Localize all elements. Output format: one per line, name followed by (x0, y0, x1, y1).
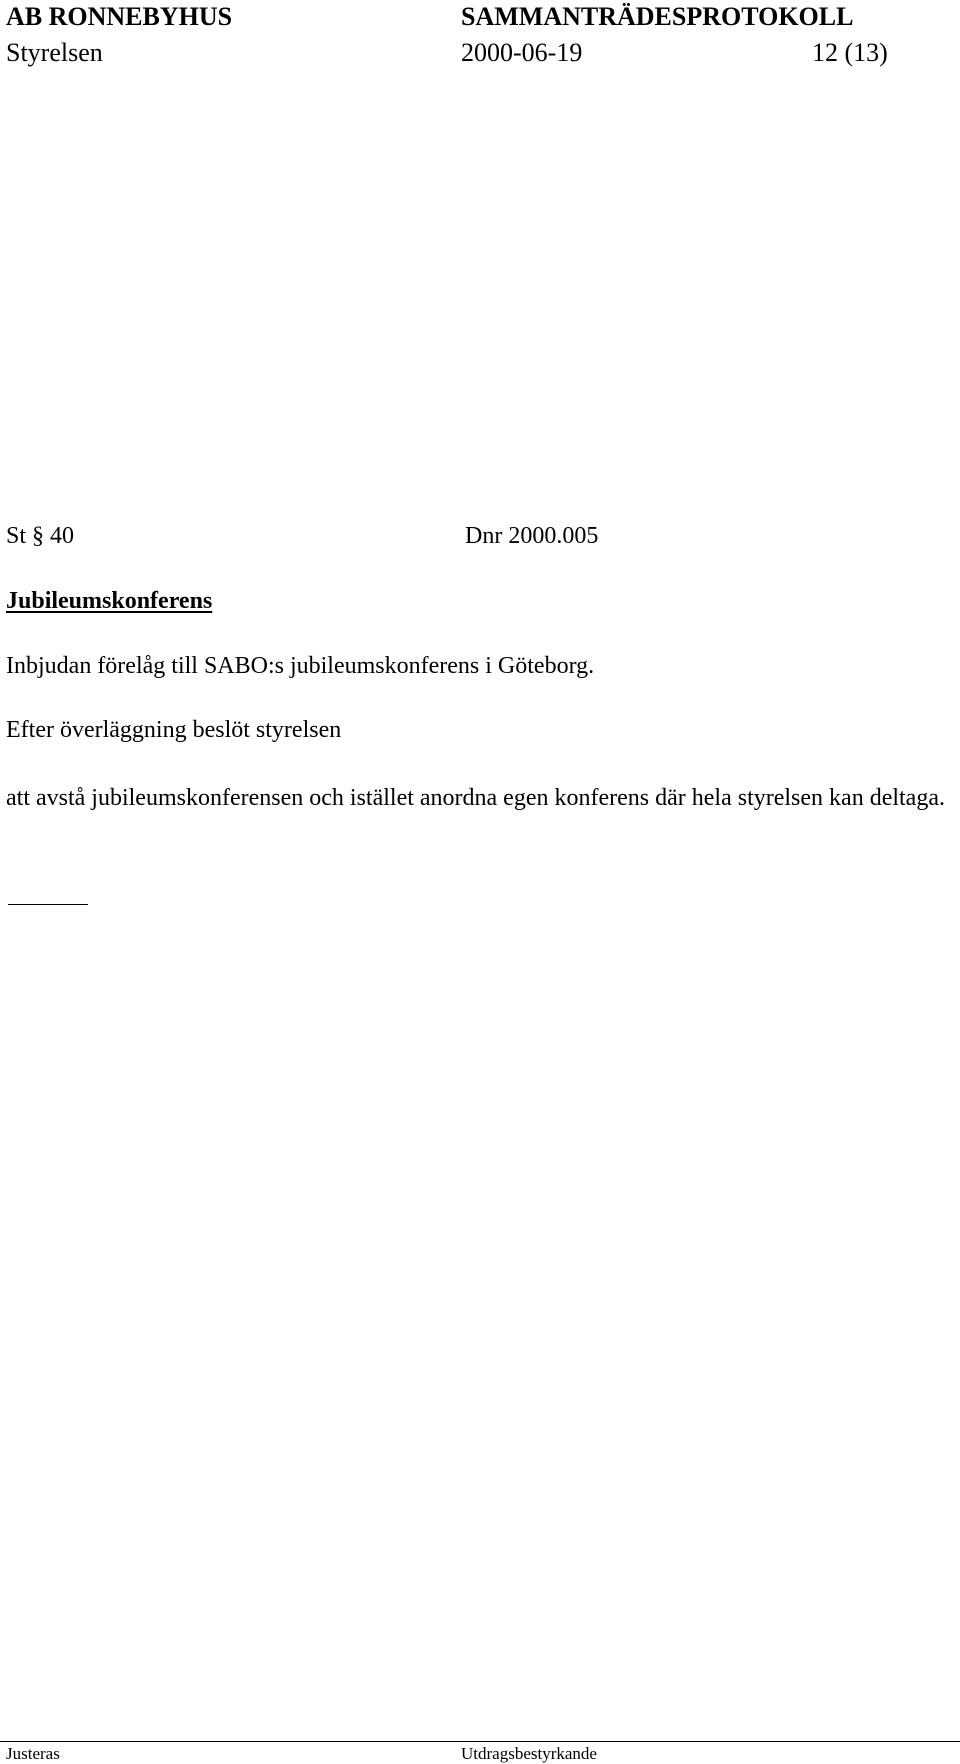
footer-rule (0, 1741, 960, 1742)
section-number: St § 40 (6, 523, 75, 549)
footer-justeras: Justeras (6, 1744, 60, 1763)
diary-number: Dnr 2000.005 (465, 523, 599, 549)
section-title: Jubileumskonferens (6, 588, 213, 614)
document-type: SAMMANTRÄDESPROTOKOLL (461, 2, 854, 31)
decision-paragraph: att avstå jubileumskonferensen och istället anordna egen konferens där hela styrelsen kan deltaga. (6, 785, 945, 811)
section-end-rule (8, 904, 88, 905)
deliberation-paragraph: Efter överläggning beslöt styrelsen (6, 717, 342, 743)
footer-utdragsbestyrkande: Utdragsbestyrkande (461, 1744, 597, 1763)
invitation-paragraph: Inbjudan förelåg till SABO:s jubileumskonferens i Göteborg. (6, 653, 595, 679)
board-name: Styrelsen (6, 38, 103, 67)
meeting-date: 2000-06-19 (461, 38, 583, 67)
page-number: 12 (13) (812, 38, 888, 67)
organization-name: AB RONNEBYHUS (6, 2, 233, 31)
